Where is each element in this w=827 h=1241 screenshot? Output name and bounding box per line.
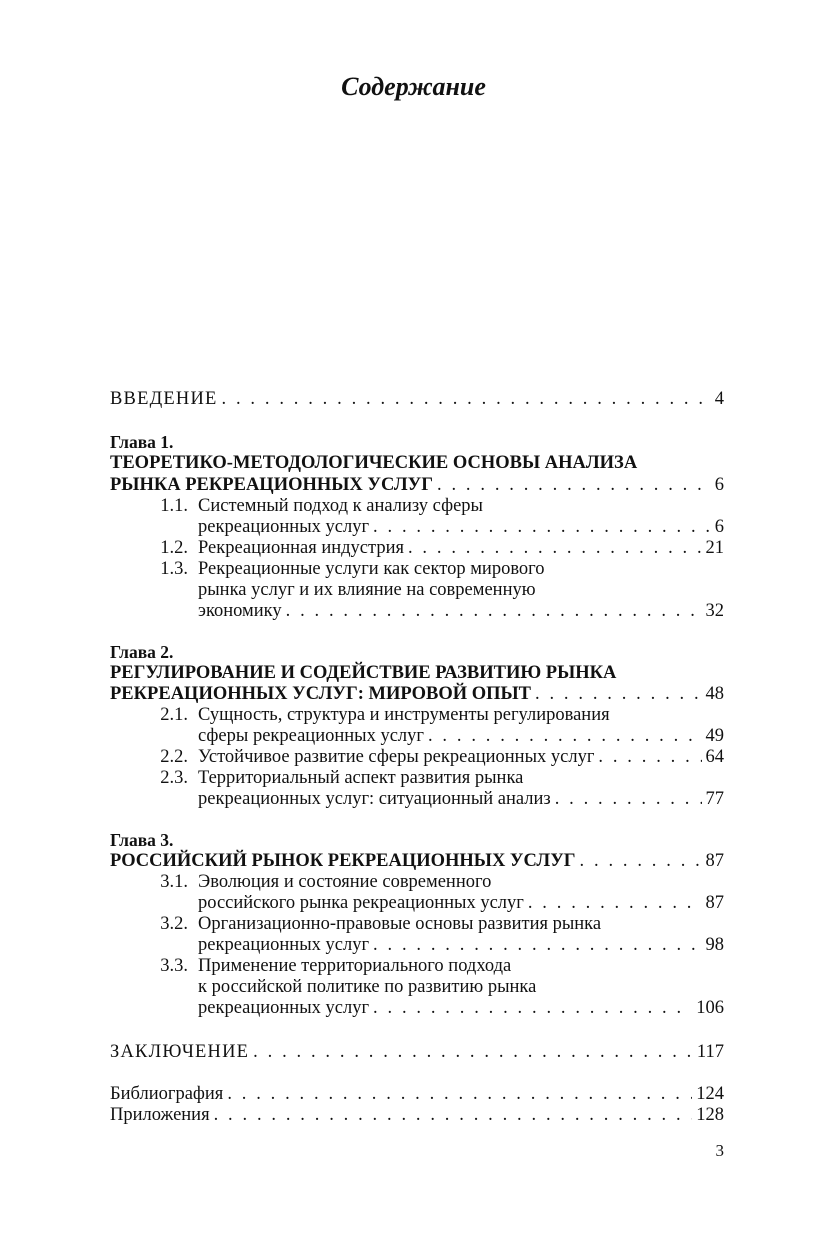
page-number: 3: [715, 1141, 724, 1160]
section-number: 2.2.: [160, 747, 188, 767]
entry-label: Приложения: [110, 1105, 210, 1125]
entry-label: ВВЕДЕНИЕ: [110, 389, 218, 409]
toc-entry-1-2[interactable]: [198, 538, 724, 559]
chapter-title-line: РЫНКА РЕКРЕАЦИОННЫХ УСЛУГ: [110, 475, 434, 495]
entry-page: 77: [705, 789, 724, 809]
toc-entry-chapter-3[interactable]: [110, 851, 724, 872]
section-title-line: рынка услуг и их влияние на современную: [198, 580, 536, 600]
chapter-title-line: ТЕОРЕТИКО-МЕТОДОЛОГИЧЕСКИЕ ОСНОВЫ АНАЛИЗА: [110, 453, 638, 473]
chapter-heading: Глава 2.: [110, 642, 174, 662]
section-title-line: рекреационных услуг: [198, 998, 370, 1018]
section-title-line: рекреационных услуг: [198, 517, 370, 537]
section-title-line: рекреационных услуг: ситуационный анализ: [198, 789, 551, 809]
entry-page: 32: [705, 601, 724, 621]
dot-leader: [428, 726, 702, 747]
section-title-line: сферы рекреационных услуг: [198, 726, 424, 746]
toc-entry-appendices[interactable]: [110, 1105, 724, 1126]
dot-leader: [555, 789, 702, 810]
section-title-line: Рекреационные услуги как сектор мирового: [198, 559, 545, 579]
toc-entry-2-3[interactable]: [198, 789, 724, 810]
entry-page: 6: [714, 517, 724, 537]
dot-leader: [373, 935, 701, 956]
dot-leader: [373, 998, 692, 1019]
section-number: 1.2.: [160, 538, 188, 558]
toc-entry-intro[interactable]: [110, 389, 724, 410]
section-title-line: Системный подход к анализу сферы: [198, 496, 483, 516]
dot-leader: [408, 538, 702, 559]
section-number: 2.1.: [160, 705, 188, 725]
section-title-line: рекреационных услуг: [198, 935, 370, 955]
entry-page: 4: [714, 389, 724, 409]
section-number: 3.3.: [160, 956, 188, 976]
section-title-line: экономику: [198, 601, 282, 621]
chapter-title-line: РОССИЙСКИЙ РЫНОК РЕКРЕАЦИОННЫХ УСЛУГ: [110, 851, 576, 871]
section-title-line: Рекреационная индустрия: [198, 538, 404, 558]
dot-leader: [598, 747, 701, 768]
toc-entry-chapter-2[interactable]: [110, 684, 724, 705]
dot-leader: [227, 1084, 692, 1105]
entry-page: 21: [705, 538, 724, 558]
entry-page: 6: [714, 475, 724, 495]
section-title-line: Организационно-правовые основы развития рынка: [198, 914, 602, 934]
section-title-line: Эволюция и состояние современного: [198, 872, 492, 892]
toc-entry-chapter-1[interactable]: [110, 475, 724, 496]
section-number: 3.2.: [160, 914, 188, 934]
dot-leader: [580, 851, 702, 872]
section-title-line: Устойчивое развитие сферы рекреационных услуг: [198, 747, 595, 767]
section-title-line: российского рынка рекреационных услуг: [198, 893, 524, 913]
entry-page: 49: [705, 726, 724, 746]
toc-entry-bibliography[interactable]: [110, 1084, 724, 1105]
dot-leader: [286, 601, 702, 622]
toc-entry-3-3[interactable]: [198, 998, 724, 1019]
dot-leader: [214, 1105, 693, 1126]
dot-leader: [535, 684, 701, 705]
dot-leader: [528, 893, 702, 914]
section-title-line: к российской политике по развитию рынка: [198, 977, 537, 997]
entry-page: 117: [696, 1042, 724, 1062]
entry-page: 87: [705, 851, 724, 871]
entry-label: Библиография: [110, 1084, 224, 1104]
section-number: 3.1.: [160, 872, 188, 892]
page-title: Содержание: [341, 72, 486, 101]
section-title-line: Сущность, структура и инструменты регулирования: [198, 705, 610, 725]
toc-entry-conclusion[interactable]: [110, 1042, 724, 1063]
entry-page: 48: [705, 684, 724, 704]
chapter-heading: Глава 1.: [110, 432, 174, 452]
section-number: 1.1.: [160, 496, 188, 516]
entry-page: 124: [696, 1084, 724, 1104]
chapter-title-line: РЕГУЛИРОВАНИЕ И СОДЕЙСТВИЕ РАЗВИТИЮ РЫНКА: [110, 663, 617, 683]
section-title-line: Применение территориального подхода: [198, 956, 512, 976]
chapter-heading: Глава 3.: [110, 830, 174, 850]
toc-entry-3-1[interactable]: [198, 893, 724, 914]
entry-page: 128: [696, 1105, 724, 1125]
toc-entry-1-3[interactable]: [198, 601, 724, 622]
entry-page: 106: [696, 998, 724, 1018]
entry-page: 98: [705, 935, 724, 955]
dot-leader: [253, 1042, 693, 1063]
chapter-title-line: РЕКРЕАЦИОННЫХ УСЛУГ: МИРОВОЙ ОПЫТ: [110, 684, 532, 704]
section-number: 1.3.: [160, 559, 188, 579]
toc-entry-1-1[interactable]: [198, 517, 724, 538]
section-number: 2.3.: [160, 768, 188, 788]
dot-leader: [437, 475, 711, 496]
dot-leader: [373, 517, 711, 538]
toc-entry-3-2[interactable]: [198, 935, 724, 956]
entry-page: 87: [705, 893, 724, 913]
toc-entry-2-2[interactable]: [198, 747, 724, 768]
dot-leader: [222, 389, 711, 410]
entry-page: 64: [705, 747, 724, 767]
entry-label: ЗАКЛЮЧЕНИЕ: [110, 1042, 250, 1062]
toc-entry-2-1[interactable]: [198, 726, 724, 747]
section-title-line: Территориальный аспект развития рынка: [198, 768, 524, 788]
